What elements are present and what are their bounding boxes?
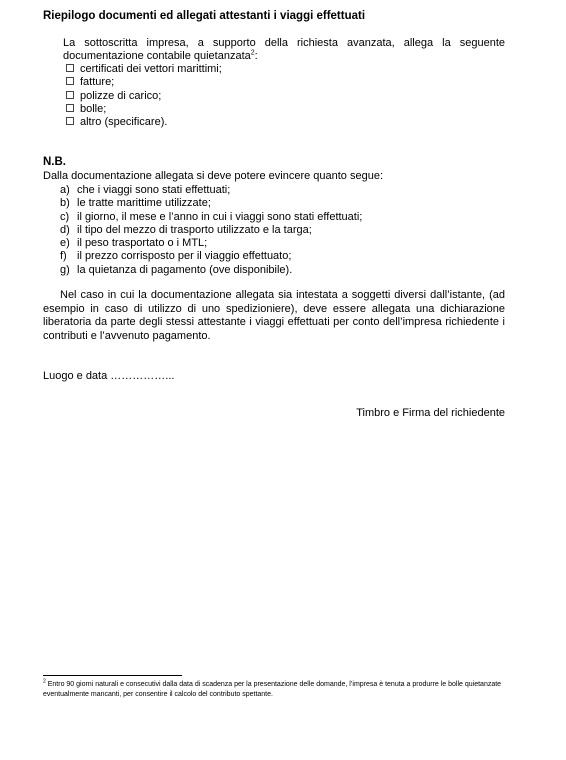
footnote-mark: 2 bbox=[43, 678, 46, 685]
requirement-text: che i viaggi sono stati effettuati; bbox=[77, 184, 231, 196]
footnote-text: Entro 90 giorni naturali e consecutivi dalla data di scadenza per la presentazione delle domande, l’impresa è tenuta a produrre le bolle quietanzate eventualmente mancanti, per consentire il calcolo del contributo spettante. bbox=[43, 681, 502, 698]
requirement-text: il giorno, il mese e l’anno in cui i viaggi sono stati effettuati; bbox=[77, 210, 363, 223]
requirement-letter: b) bbox=[60, 197, 70, 210]
signature-label: Timbro e Firma del richiedente bbox=[356, 407, 505, 419]
checkbox-icon[interactable] bbox=[66, 91, 74, 99]
requirement-item bbox=[60, 264, 362, 277]
intro-colon: : bbox=[254, 50, 258, 63]
checklist-item-label: altro (specificare). bbox=[80, 116, 168, 129]
checklist-item-label: certificati dei vettori marittimi; bbox=[80, 63, 222, 75]
requirement-letter: a) bbox=[60, 184, 70, 196]
checkbox-icon[interactable] bbox=[66, 104, 74, 112]
requirement-letter: d) bbox=[60, 223, 70, 236]
requirement-item bbox=[60, 211, 362, 224]
requirement-text: la quietanza di pagamento (ove disponibile). bbox=[77, 263, 293, 276]
intro-text: La sottoscritta impresa, a supporto della richiesta avanzata, allega la seguente documentazione contabile quietanzata bbox=[63, 37, 505, 63]
nb-heading: N.B. bbox=[43, 156, 66, 168]
checkbox-icon[interactable] bbox=[66, 77, 74, 85]
document-checklist bbox=[66, 63, 222, 129]
requirement-item bbox=[60, 197, 362, 210]
requirement-letter: c) bbox=[60, 210, 70, 223]
liberatory-declaration-paragraph: Nel caso in cui la documentazione allegata sia intestata a soggetti diversi dall’istante, (ad esempio in caso di utilizzo di uno spedizioniere), deve essere allegata una dichiarazione liberatoria da parte degli stessi attestante i viaggi effettuati per conto dell’impresa richiedente i contributi e l’avvenuto pagamento. bbox=[43, 289, 505, 342]
footnote bbox=[43, 680, 505, 700]
checklist-item bbox=[66, 103, 222, 116]
requirements-list bbox=[60, 184, 362, 277]
checklist-item-label: polizze di carico; bbox=[80, 89, 162, 102]
checklist-item bbox=[66, 63, 222, 76]
requirement-item bbox=[60, 224, 362, 237]
requirement-item bbox=[60, 237, 362, 250]
requirement-item bbox=[60, 184, 362, 197]
requirement-letter: f) bbox=[60, 250, 67, 263]
footnote-reference: 2 bbox=[250, 49, 255, 57]
checklist-item-label: bolle; bbox=[80, 102, 107, 115]
checklist-item bbox=[66, 76, 222, 89]
checklist-item bbox=[66, 116, 222, 129]
footnote-divider bbox=[43, 675, 182, 676]
checkbox-icon[interactable] bbox=[66, 117, 74, 125]
document-title: Riepilogo documenti ed allegati attestanti i viaggi effettuati bbox=[43, 10, 366, 22]
place-date-field: Luogo e data ……………... bbox=[43, 370, 175, 382]
requirement-letter: e) bbox=[60, 237, 70, 250]
requirement-item bbox=[60, 250, 362, 263]
checkbox-icon[interactable] bbox=[66, 64, 74, 72]
nb-text: Dalla documentazione allegata si deve potere evincere quanto segue: bbox=[43, 170, 384, 182]
checklist-item bbox=[66, 90, 222, 103]
requirement-text: le tratte marittime utilizzate; bbox=[77, 197, 211, 210]
requirement-text: il tipo del mezzo di trasporto utilizzato e la targa; bbox=[77, 223, 312, 236]
requirement-letter: g) bbox=[60, 263, 70, 276]
intro-paragraph bbox=[63, 37, 505, 64]
requirement-text: il prezzo corrisposto per il viaggio effettuato; bbox=[77, 250, 292, 263]
requirement-text: il peso trasportato o i MTL; bbox=[77, 237, 208, 250]
checklist-item-label: fatture; bbox=[80, 76, 115, 89]
